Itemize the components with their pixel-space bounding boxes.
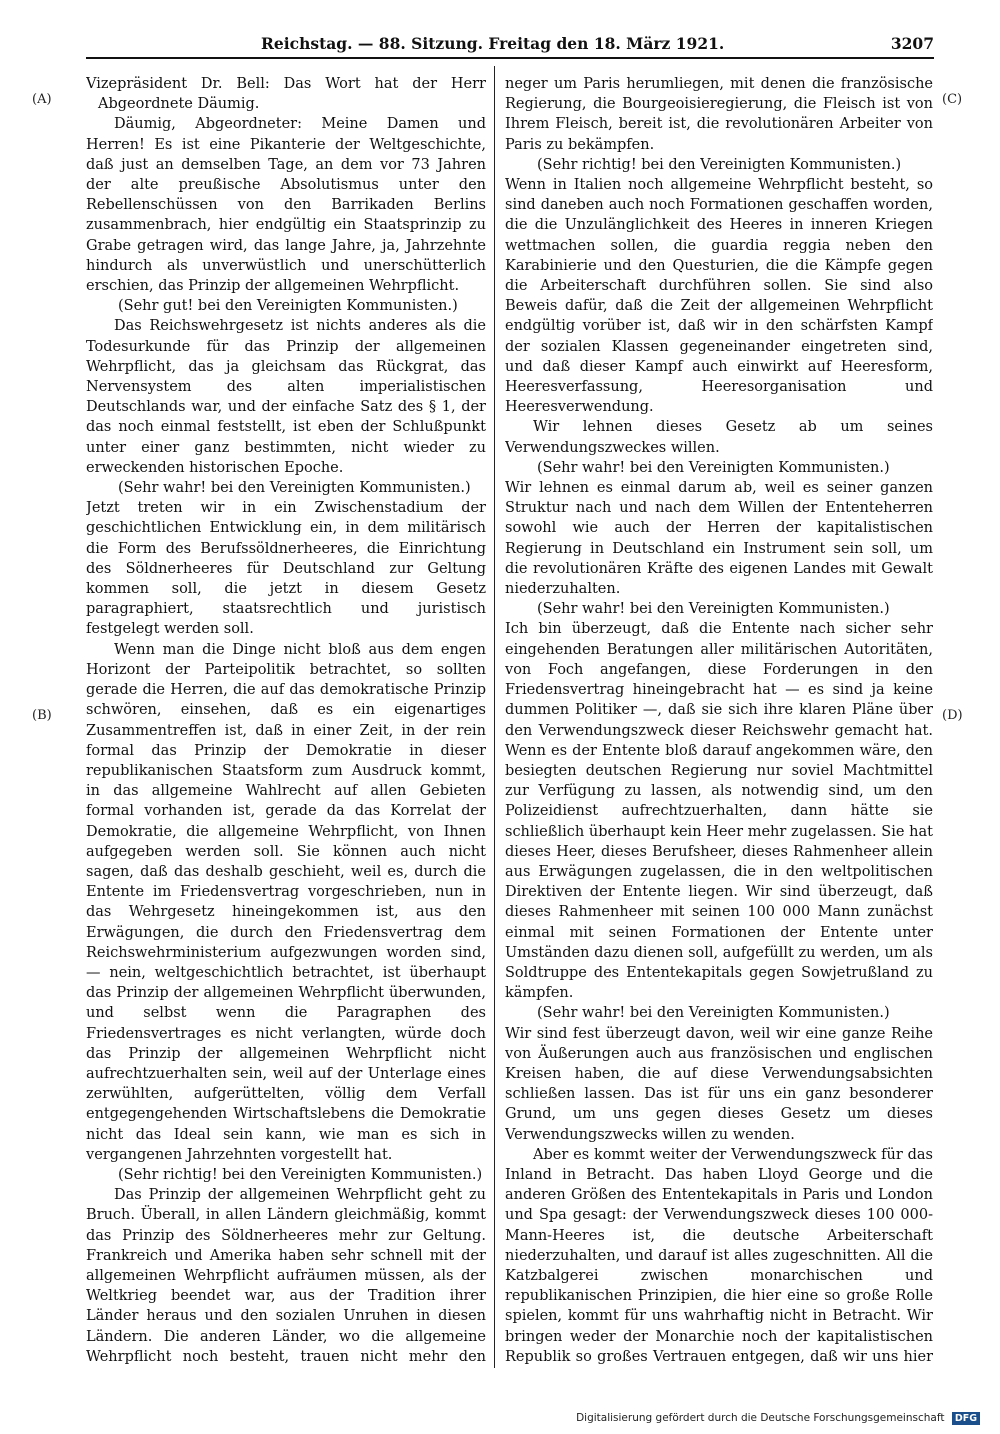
interjection: (Sehr wahr! bei den Vereinigten Kommunisten.) — [118, 480, 471, 497]
interjection: (Sehr gut! bei den Vereinigten Kommunisten.) — [118, 298, 458, 315]
page-number: 3207 — [890, 34, 934, 53]
paragraph: Wir lehnen es einmal darum ab, weil es seiner ganzen Struktur nach und nach dem Willen der Ententeherren sowohl wie auch der Herren der kapitalistischen Regierung in Deutschland ein Instrument sein soll, um die revolutionären Kräfte des eigenen Landes mit Gewalt niederzuhalten. — [505, 480, 933, 598]
interjection: (Sehr wahr! bei den Vereinigten Kommunisten.) — [537, 601, 890, 618]
column-divider — [494, 66, 495, 1368]
margin-mark-b: (B) — [32, 708, 52, 723]
running-title: Reichstag. — 88. Sitzung. Freitag den 18. März 1921. — [261, 34, 725, 53]
margin-mark-d: (D) — [942, 708, 963, 723]
paragraph: Däumig, Abgeordneter: Meine Damen und Herren! Es ist eine Pikanterie der Weltgeschichte, daß just an demselben Tage, an dem vor 73 Jahren der alte preußische Absolutismus unter den Rebellenschüssen von den Barrikaden Berlins zusammenbrach, hier endgültig ein Staatsprinzip zu Grabe getragen wird, das lange Jahre, ja, Jahrzehnte hindurch als unverwüstlich und unerschütterlich erschien, das Prinzip der allgemeinen Wehrpflicht. — [86, 116, 486, 295]
footer-text: Digitalisierung gefördert durch die Deutsche Forschungsgemeinschaft — [576, 1412, 945, 1424]
interjection: (Sehr wahr! bei den Vereinigten Kommunisten.) — [537, 1005, 890, 1022]
header-rule — [86, 57, 934, 59]
paragraph: Wir lehnen dieses Gesetz ab um seines Verwendungszweckes willen. — [505, 419, 933, 456]
paragraph: Wenn in Italien noch allgemeine Wehrpflicht besteht, so sind daneben auch noch Formationen geschaffen worden, die die Unzulänglichkeit des Heeres in inneren Kriegen wettmachen sollen, die guardia reggia neben den Karabinierie und den Questurien, die die Kämpfe gegen die Arbeiterschaft durchführen sollen. Sie sind also Beweis dafür, daß die Zeit der allgemeinen Wehrpflicht endgültig vorüber ist, daß wir in den schärfsten Kampf der sozialen Klassen gegeneinander eingetreten sind, und daß dieser Kampf auch einwirkt auf Heeresform, Heeresverfassung, Heeresorganisation und Heeresverwendung. — [505, 177, 933, 416]
margin-mark-a: (A) — [32, 92, 52, 107]
footer-credit — [576, 1412, 980, 1425]
paragraph: Wir sind fest überzeugt davon, weil wir eine ganze Reihe von Äußerungen auch aus französischen und englischen Kreisen haben, die auf diese Verwendungsabsichten schließen lassen. Das ist für uns ein ganz besonderer Grund, um uns gegen dieses Gesetz um dieses Verwendungszwecks willen zu wenden. — [505, 1025, 933, 1143]
paragraph: Aber es kommt weiter der Verwendungszweck für das Inland in Betracht. Das haben Lloyd George und die anderen Größen des Ententekapitals in Paris und London und Spa gesagt: der Verwendungszweck dieses 100 000-Mann-Heeres ist, die deutsche Arbeiterschaft niederzuhalten, und darauf ist alles zugeschnitten. All die Katzbalgerei zwischen monarchischen und republikanischen Prinzipien, die hier eine so große Rolle spielen, kommt für uns wahrhaftig nicht in Betracht. Wir bringen weder der Monarchie noch der kapitalistischen Republik so großes Vertrauen entgegen, daß wir uns hier — [505, 1146, 933, 1365]
margin-mark-c: (C) — [942, 92, 963, 107]
paragraph: Wenn man die Dinge nicht bloß aus dem engen Horizont der Parteipolitik betrachtet, so sollten gerade die Herren, die auf das demokratische Prinzip schwören, einsehen, daß es ein eigenartiges Zusammentreffen ist, daß in einer Zeit, in der rein formal das Prinzip der Demokratie in dieser republikanischen Staatsform zum Ausdruck kommt, in das allgemeine Wahlrecht auf allen Gebieten formal vorhanden ist, gerade da das Korrelat der Demokratie, die allgemeine Wehrpflicht, von Ihnen aufgegeben werden soll. Sie können auch nicht sagen, daß das deshalb geschieht, weil es, durch die Entente im Friedensvertrag vorgeschrieben, nun in das Wehrgesetz hineingekommen ist, aus den Erwägungen, die durch den Friedensvertrag dem Reichswehrministerium aufgezwungen worden sind, — nein, weltgeschichtlich betrachtet, ist überhaupt das Prinzip der allgemeinen Wehrpflicht überwunden, und selbst wenn die Paragraphen des Friedensvertrages es nicht verlangten, würde doch das Prinzip der allgemeinen Wehrpflicht nicht aufrechtzuerhalten sein, weil auf der Unterlage eines zerwühlten, aufgerüttelten, völlig dem Verfall entgegengehenden Wirtschaftslebens die Demokratie nicht das Ideal sein kann, wie man es sich in vergangenen Jahrzehnten vorgestellt hat. — [86, 641, 486, 1163]
right-column — [505, 74, 933, 1366]
interjection: (Sehr richtig! bei den Vereinigten Kommunisten.) — [118, 1166, 483, 1183]
left-column — [86, 74, 486, 1366]
paragraph: Jetzt treten wir in ein Zwischenstadium der geschichtlichen Entwicklung ein, in dem militärisch die Form des Berufssöldnerheeres, die Einrichtung des Söldnerheeres für Deutschland zur Geltung kommen soll, die jetzt in diesem Gesetz paragraphiert, staatsrechtlich und juristisch festgelegt werden soll. — [86, 500, 486, 638]
paragraph: neger um Paris herumliegen, mit denen die französische Regierung, die Bourgeoisieregierung, die Fleisch ist von Ihrem Fleisch, bereit ist, die revolutionären Arbeiter von Paris zu bekämpfen. — [505, 76, 933, 153]
paragraph: Vizepräsident Dr. Bell: Das Wort hat der Herr Abgeordnete Däumig. — [86, 76, 486, 113]
paragraph: Das Reichswehrgesetz ist nichts anderes als die Todesurkunde für das Prinzip der allgemeinen Wehrpflicht, das ja gleichsam das Rückgrat, das Nervensystem des alten imperialistischen Deutschlands war, und der einfache Satz des § 1, der das noch einmal feststellt, ist eben der Schlußpunkt unter einer ganz bestimmten, nicht wieder zu erweckenden historischen Epoche. — [86, 318, 486, 476]
page-header — [86, 34, 934, 56]
interjection: (Sehr richtig! bei den Vereinigten Kommunisten.) — [537, 156, 902, 173]
interjection: (Sehr wahr! bei den Vereinigten Kommunisten.) — [537, 459, 890, 476]
paragraph: Das Prinzip der allgemeinen Wehrpflicht geht zu Bruch. Überall, in allen Ländern gleichmäßig, kommt das Prinzip des Söldnerheeres mehr zur Geltung. Frankreich und Amerika haben sehr schnell mit der allgemeinen Wehrpflicht aufräumen müssen, als der Weltkrieg beendet war, aus der Tradition ihrer Länder heraus und den sozialen Unruhen in diesen Ländern. Die anderen Länder, wo die allgemeine Wehrpflicht noch besteht, trauen nicht mehr den — [86, 1187, 486, 1365]
paragraph: Ich bin überzeugt, daß die Entente nach sicher sehr eingehenden Beratungen aller militärischen Autoritäten, von Foch angefangen, diese Forderungen in den Friedensvertrag hineingebracht hat — es sind ja keine dummen Politiker —, daß sie sich ihre klaren Pläne über den Verwendungszweck dieser Reichswehr gemacht hat. Wenn es der Entente bloß darauf angekommen wäre, den besiegten deutschen Regierung nur soviel Machtmittel zur Verfügung zu lassen, als notwendig sind, um den Polizeidienst aufrechtzuerhalten, dann hätte sie schließlich überhaupt kein Heer mehr zugelassen. Sie hat dieses Heer, dieses Berufsheer, dieses Rahmenheer allein aus Erwägungen zugelassen, die in den weltpolitischen Direktiven der Entente liegen. Wir sind überzeugt, daß dieses Rahmenheer mit seinen 100 000 Mann zunächst einmal mit seinen Formationen der Entente unter Umständen dazu dienen soll, aufgefüllt zu werden, um als Soldtruppe des Ententekapitals gegen Sowjetrußland zu kämpfen. — [505, 621, 933, 1002]
dfg-logo: DFG — [952, 1412, 980, 1425]
